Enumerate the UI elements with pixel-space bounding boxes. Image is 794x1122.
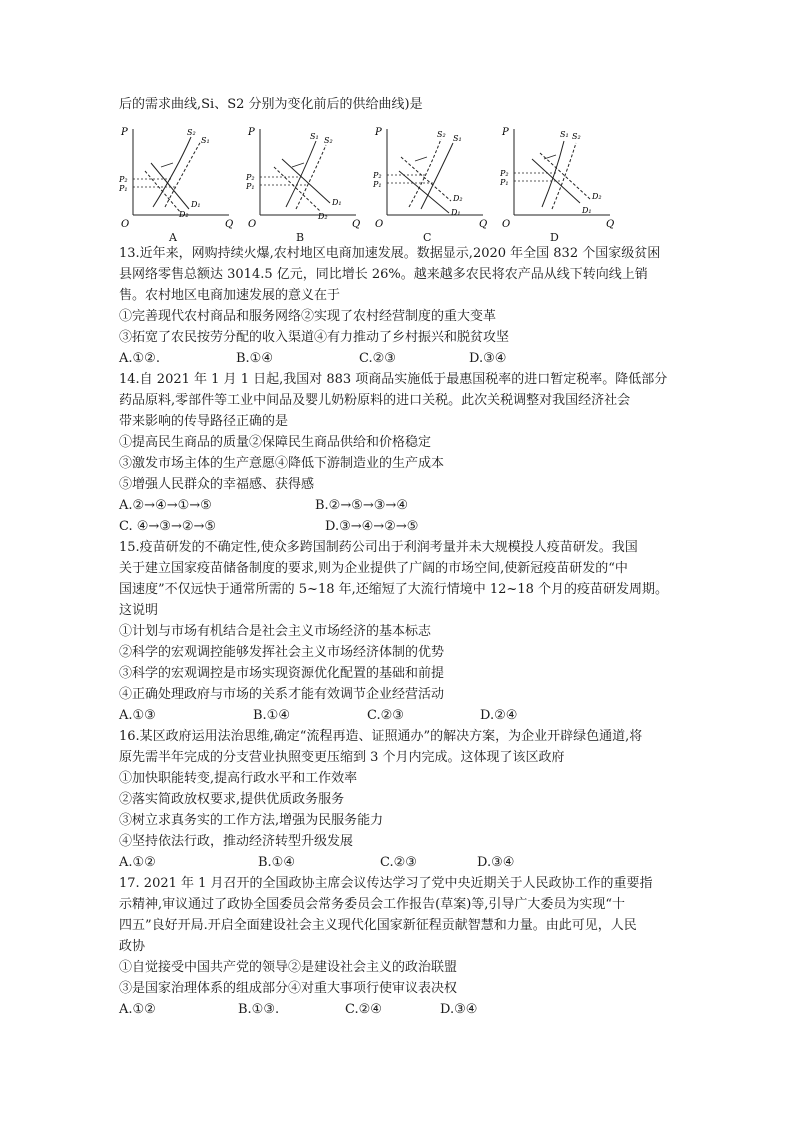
q15-stem-line: 关于建立国家疫苗储备制度的要求,则为企业提供了广阔的市场空间,使新冠疫苗研发的“中	[119, 561, 628, 576]
question-17	[119, 873, 679, 1020]
price-axis-label: P	[121, 127, 128, 138]
q15-item: ①计划与市场有机结合是社会主义市场经济的基本标志	[119, 624, 432, 639]
graph-a-label: A	[169, 231, 177, 244]
q13-item: ③拓宽了农民按劳分配的收入渠道④有力推动了乡村振兴和脱贫攻坚	[119, 330, 510, 345]
q13-item: ①完善现代农村商品和服务网络②实现了农村经营制度的重大变革	[119, 309, 497, 324]
quantity-axis-label: Q	[606, 219, 615, 230]
d2-label: D₂	[592, 192, 602, 201]
q13-option-c[interactable]: C.②③	[359, 351, 396, 366]
p2-label: P₂	[500, 169, 509, 178]
s1-label: S₁	[310, 132, 319, 141]
graph-a	[119, 123, 239, 243]
shift-arrow	[415, 157, 427, 161]
q16-item: ③树立求真务实的工作方法,增强为民服务能力	[119, 813, 384, 828]
q14-item: ①提高民生商品的质量②保障民生商品供给和价格稳定	[119, 435, 432, 450]
origin-label: O	[375, 219, 384, 230]
q14-option-d[interactable]: D.③→④→②→⑤	[325, 519, 419, 534]
s1-label: S₁	[560, 130, 569, 139]
p1-label: P₁	[373, 180, 382, 189]
supply-curve-s1	[286, 141, 316, 207]
q17-options	[119, 999, 679, 1020]
p2-label: P₂	[246, 173, 255, 182]
q14-option-c[interactable]: C. ④→③→②→⑤	[119, 519, 217, 534]
p1-label: P₁	[500, 178, 509, 187]
question-16	[119, 726, 679, 873]
s1-label: S₁	[201, 136, 210, 145]
q13-options	[119, 348, 679, 369]
demand-curve-d1	[151, 163, 189, 209]
origin-label: O	[248, 219, 257, 230]
q15-option-a[interactable]: A.①③	[119, 708, 156, 723]
q17-option-d[interactable]: D.③④	[440, 1002, 478, 1017]
graph-d-label: D	[550, 231, 559, 244]
q13-stem-line: 售。农村地区电商加速发展的意义在于	[119, 288, 341, 303]
graph-c	[373, 123, 493, 243]
d1-label: D₁	[582, 206, 592, 215]
graph-d-svg	[500, 123, 620, 231]
q15-option-b[interactable]: B.①④	[253, 708, 290, 723]
q15-stem-line: 国速度”不仅远快于通常所需的 5~18 年,还缩短了大流行情境中 12~18 个月的疫苗研发周期。	[119, 582, 668, 597]
price-axis-label: P	[375, 127, 382, 138]
supply-curve-s2	[552, 143, 576, 209]
q17-stem-line: 政协	[119, 939, 146, 954]
q13-option-a[interactable]: A.①②.	[119, 351, 160, 366]
q15-stem-line: 15.疫苗研发的不确定性,使众多跨国制药公司出于利润考量并未大规模投人疫苗研发。我国	[119, 540, 638, 555]
q17-stem-line: 17. 2021 年 1 月召开的全国政协主席会议传达学习了党中央近期关于人民政协工作的重要指	[119, 876, 653, 891]
question-13	[119, 243, 679, 369]
supply-curve-s1	[421, 143, 453, 209]
q16-option-d[interactable]: D.③④	[477, 855, 515, 870]
price-axis-label: P	[502, 127, 509, 138]
s2-label: S₂	[324, 136, 333, 145]
q16-item: ②落实简政放权要求,提供优质政务服务	[119, 792, 345, 807]
s2-label: S₂	[572, 132, 581, 141]
q16-option-c[interactable]: C.②③	[380, 855, 417, 870]
s1-label: S₁	[453, 134, 462, 143]
s2-label: S₂	[437, 130, 446, 139]
p2-label: P₂	[373, 171, 382, 180]
q16-stem-line: 原先需半年完成的分支营业执照变更压缩到 3 个月内完成。这体现了该区政府	[119, 750, 565, 765]
graph-c-label: C	[423, 231, 432, 244]
q16-item: ④坚持依法行政，推动经济转型升级发展	[119, 834, 354, 849]
q17-option-b[interactable]: B.①③.	[238, 1002, 280, 1017]
supply-curve-s1	[542, 141, 564, 207]
supply-curve-s2	[165, 141, 201, 207]
quantity-axis-label: Q	[352, 219, 361, 230]
q17-stem-line: 示精神,审议通过了政协全国委员会常务委员会工作报告(草案)等,引导广大委员为实现“十	[119, 897, 626, 912]
d2-label: D₂	[318, 212, 328, 221]
q14-option-b[interactable]: B.②→⑤→③→④	[315, 498, 408, 513]
graph-b-svg	[246, 123, 366, 231]
graph-b-label: B	[296, 231, 305, 244]
q17-item: ①自觉接受中国共产党的领导②是建设社会主义的政治联盟	[119, 960, 458, 975]
d1-label: D₁	[191, 200, 201, 209]
q13-option-d[interactable]: D.③④	[469, 351, 507, 366]
d2-label: D₂	[453, 194, 463, 203]
p1-label: P₁	[246, 182, 255, 191]
price-axis-label: P	[248, 127, 255, 138]
shift-arrow	[161, 163, 173, 167]
q14-options-row1	[119, 495, 679, 516]
graph-d	[500, 123, 620, 243]
shift-arrow	[544, 155, 556, 159]
q13-stem-line: 13.近年来，网购持续火爆,农村地区电商加速发展。数据显示,2020 年全国 832 个国家级贫困	[119, 246, 661, 261]
origin-label: O	[502, 219, 511, 230]
q15-option-c[interactable]: C.②③	[367, 708, 404, 723]
intro-line: 后的需求曲线,Si、S2 分别为变化前后的供给曲线)是	[119, 97, 423, 112]
supply-curve-s2	[409, 139, 441, 207]
q15-options	[119, 705, 679, 726]
q13-stem-line: 县网络零售总额达 3014.5 亿元，同比增长 26%。越来越多农民将农产品从线下转向线上销	[119, 267, 648, 282]
q16-options	[119, 852, 679, 873]
s2-label: S₂	[187, 128, 196, 137]
exam-page	[119, 94, 679, 1020]
d1-label: D₁	[332, 198, 342, 207]
q15-option-d[interactable]: D.②④	[480, 708, 518, 723]
p1-label: P₁	[119, 184, 128, 193]
q16-option-a[interactable]: A.①②	[119, 855, 156, 870]
question-15	[119, 537, 679, 726]
d1-label: D₁	[451, 208, 461, 217]
graph-a-svg	[119, 123, 239, 231]
q17-item: ③是国家治理体系的组成部分④对重大事项行使审议表决权	[119, 981, 458, 996]
graph-b	[246, 123, 366, 243]
d2-label: D₂	[179, 210, 189, 219]
q14-stem-line: 药品原料,零部件等工业中间品及婴儿奶粉原料的进口关税。此次关税调整对我国经济社会	[119, 393, 631, 408]
q16-item: ①加快职能转变,提高行政水平和工作效率	[119, 771, 358, 786]
q14-options-row2	[119, 516, 679, 537]
q16-option-b[interactable]: B.①④	[258, 855, 295, 870]
shift-arrow	[292, 163, 304, 167]
q14-item: ③激发市场主体的生产意愿④降低下游制造业的生产成本	[119, 456, 445, 471]
q13-option-b[interactable]: B.①④	[236, 351, 273, 366]
quantity-axis-label: Q	[479, 219, 488, 230]
q17-stem-line: 四五”良好开局.开启全面建设社会主义现代化国家新征程贡献智慧和力量。由此可见，人民	[119, 918, 637, 933]
q14-item: ⑤增强人民群众的幸福感、获得感	[119, 477, 315, 492]
q14-stem-line: 带来影响的传导路径正确的是	[119, 414, 289, 429]
quantity-axis-label: Q	[225, 219, 234, 230]
q17-option-c[interactable]: C.②④	[345, 1002, 382, 1017]
demand-curve-d2	[274, 167, 320, 211]
q14-option-a[interactable]: A.②→④→①→⑤	[119, 498, 212, 513]
p2-label: P₂	[119, 175, 128, 184]
q16-stem-line: 16.某区政府运用法治思维,确定“流程再造、证照通办”的解决方案，为企业开辟绿色通道,将	[119, 729, 643, 744]
question-14	[119, 369, 679, 537]
origin-label: O	[121, 219, 130, 230]
q15-item: ②科学的宏观调控能够发挥社会主义市场经济体制的优势	[119, 645, 445, 660]
graph-c-svg	[373, 123, 493, 231]
q17-option-a[interactable]: A.①②	[119, 1002, 156, 1017]
supply-demand-graphs	[119, 123, 679, 243]
q15-stem-line: 这说明	[119, 603, 159, 618]
q15-item: ③科学的宏观调控是市场实现资源优化配置的基础和前提	[119, 666, 445, 681]
q14-stem-line: 14.自 2021 年 1 月 1 日起,我国对 883 项商品实施低于最惠国税率的进口暂定税率。降低部分	[119, 372, 668, 387]
q15-item: ④正确处理政府与市场的关系才能有效调节企业经营活动	[119, 687, 445, 702]
